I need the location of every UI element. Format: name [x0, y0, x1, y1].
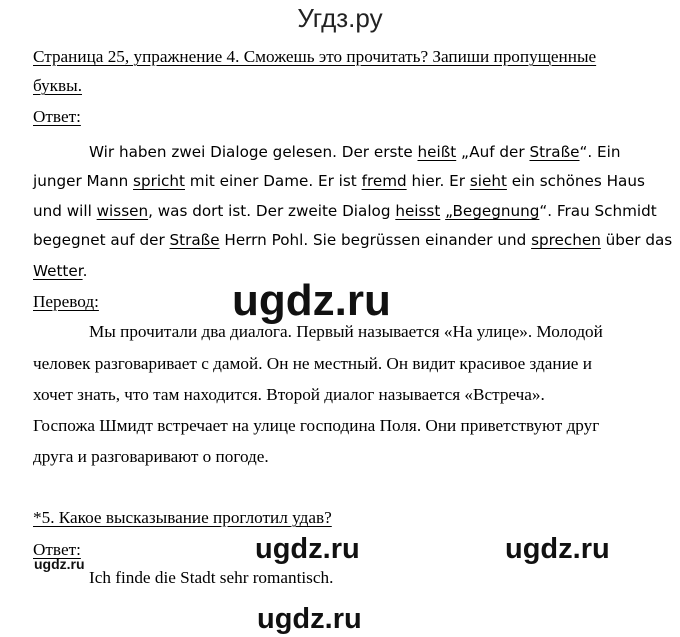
text-segment: „Auf der	[456, 143, 530, 161]
german-line-2	[33, 170, 645, 192]
watermark-mid-right: ugdz.ru	[505, 533, 610, 565]
task5-answer: Ich finde die Stadt sehr romantisch.	[89, 568, 334, 587]
task5-heading: *5. Какое высказывание проглотил удав?	[33, 508, 332, 527]
text-segment: begegnet auf der	[33, 231, 170, 249]
translation-line-4: Госпожа Шмидт встречает на улице господина Поля. Они приветствуют друг	[33, 416, 600, 435]
task4-heading-line1: Страница 25, упражнение 4. Сможешь это прочитать? Запиши пропущенные	[33, 47, 597, 66]
filled-word: fremd	[361, 172, 407, 190]
german-line-1	[89, 141, 620, 163]
watermark-large: ugdz.ru	[232, 276, 391, 325]
watermark-mid-left: ugdz.ru	[255, 533, 360, 565]
filled-word: „Begegnung	[445, 202, 540, 220]
filled-word: heißt	[417, 143, 457, 161]
task4-heading-line2: буквы.	[33, 76, 82, 95]
filled-word: wissen	[96, 202, 149, 220]
filled-word: Wetter	[33, 262, 83, 280]
text-segment: hier. Er	[406, 172, 470, 190]
translation-line-2: человек разговаривает с дамой. Он не местный. Он видит красивое здание и	[33, 354, 592, 373]
text-segment: junger Mann	[33, 172, 134, 190]
translation-line-5: друга и разговаривают о погоде.	[33, 447, 269, 466]
site-title[interactable]: Угдз.ру	[297, 3, 383, 33]
watermark-bottom: ugdz.ru	[257, 603, 362, 635]
watermark-small: ugdz.ru	[34, 556, 85, 572]
filled-word: spricht	[133, 172, 185, 190]
filled-word: heisst	[395, 202, 441, 220]
task4-answer-label: Ответ:	[33, 107, 81, 126]
text-segment: und will	[33, 202, 97, 220]
german-line-4	[33, 229, 672, 251]
translation-line-1: Мы прочитали два диалога. Первый называется «На улице». Молодой	[89, 322, 603, 341]
translation-line-3: хочет знать, что там находится. Второй диалог называется «Встреча».	[33, 385, 545, 404]
filled-word: sieht	[469, 172, 507, 190]
text-segment: Wir haben zwei Dialoge gelesen. Der erste	[89, 143, 418, 161]
text-segment: ein schönes Haus	[506, 172, 645, 190]
german-line-5	[33, 260, 87, 282]
task5-answer-label: Ответ:	[33, 540, 81, 559]
text-segment: “. Ein	[579, 143, 621, 161]
german-line-3	[33, 200, 657, 222]
filled-word: sprechen	[531, 231, 601, 249]
translation-label: Перевод:	[33, 292, 99, 311]
text-segment: über das	[600, 231, 673, 249]
text-segment: Herrn Pohl. Sie begrüssen einander und	[219, 231, 532, 249]
filled-word: Straße	[169, 231, 220, 249]
text-segment: “. Frau Schmidt	[539, 202, 657, 220]
text-segment: .	[82, 262, 88, 280]
text-segment: , was dort ist. Der zweite Dialog	[148, 202, 396, 220]
filled-word: Straße	[529, 143, 580, 161]
text-segment: mit einer Dame. Er ist	[184, 172, 362, 190]
